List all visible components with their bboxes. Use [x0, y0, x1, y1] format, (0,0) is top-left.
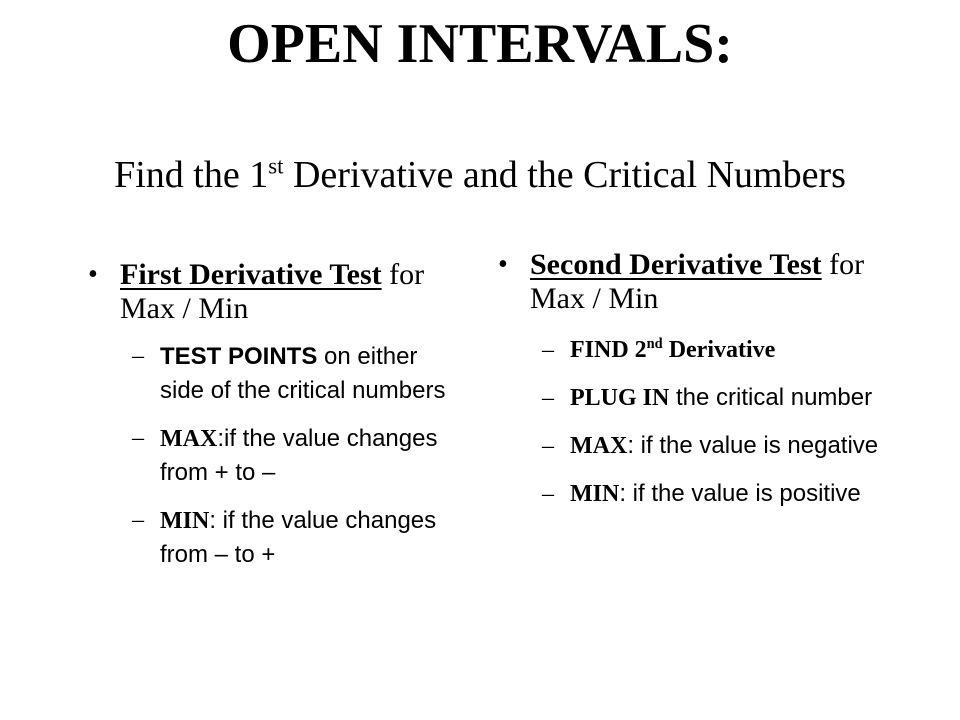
- bullet-icon: •: [498, 249, 508, 280]
- dash-icon: –: [132, 425, 144, 451]
- step-text: on either side of the critical numbers: [160, 343, 446, 404]
- dash-icon: –: [542, 337, 554, 363]
- step-keyword: PLUG IN: [570, 385, 670, 411]
- step-keyword: MIN: [160, 508, 210, 534]
- step-keyword: TEST POINTS: [160, 343, 318, 370]
- second-derivative-heading: Second Derivative Test: [530, 248, 822, 281]
- list-item: [530, 474, 916, 514]
- step-text: : if the value is negative: [627, 432, 879, 459]
- list-item: [120, 422, 466, 490]
- second-derivative-steps: [530, 330, 916, 514]
- dash-icon: –: [542, 433, 554, 459]
- dash-icon: –: [132, 507, 144, 533]
- slide-title-colon: :: [714, 13, 733, 75]
- subtitle-end: Derivative and the Critical Numbers: [283, 154, 846, 196]
- step-keyword-end: Derivative: [662, 337, 776, 363]
- dash-icon: –: [542, 481, 554, 507]
- second-derivative-heading-rest: for Max / Min: [530, 248, 865, 315]
- list-item: [120, 340, 466, 408]
- step-keyword: MAX: [570, 433, 628, 459]
- second-derivative-column: [496, 248, 916, 522]
- step-text: : if the value changes from – to +: [160, 507, 437, 568]
- slide-title: [0, 12, 960, 76]
- list-item: [530, 330, 916, 370]
- step-text: :if the value changes from + to –: [160, 425, 438, 486]
- dash-icon: –: [542, 385, 554, 411]
- first-derivative-steps: [120, 340, 466, 572]
- step-keyword: MAX: [160, 426, 218, 452]
- slide-subtitle: [0, 152, 960, 198]
- list-item: [530, 426, 916, 466]
- step-keyword: MIN: [570, 481, 620, 507]
- subtitle-start: Find the 1: [114, 154, 269, 196]
- first-derivative-heading-rest: for Max / Min: [120, 258, 425, 325]
- slide-title-text: OPEN INTERVALS: [227, 13, 715, 75]
- second-derivative-bullet: [496, 248, 916, 514]
- list-item: [530, 378, 916, 418]
- step-keyword-superscript: nd: [646, 336, 663, 352]
- step-text: : if the value is positive: [619, 480, 861, 507]
- first-derivative-bullet: [86, 258, 466, 572]
- dash-icon: –: [132, 343, 144, 369]
- bullet-icon: •: [88, 259, 98, 290]
- step-text: the critical number: [669, 384, 873, 411]
- step-keyword: FIND 2: [570, 337, 647, 363]
- subtitle-superscript: st: [268, 153, 284, 179]
- list-item: [120, 504, 466, 572]
- first-derivative-column: [86, 258, 466, 586]
- first-derivative-heading: First Derivative Test: [120, 258, 382, 291]
